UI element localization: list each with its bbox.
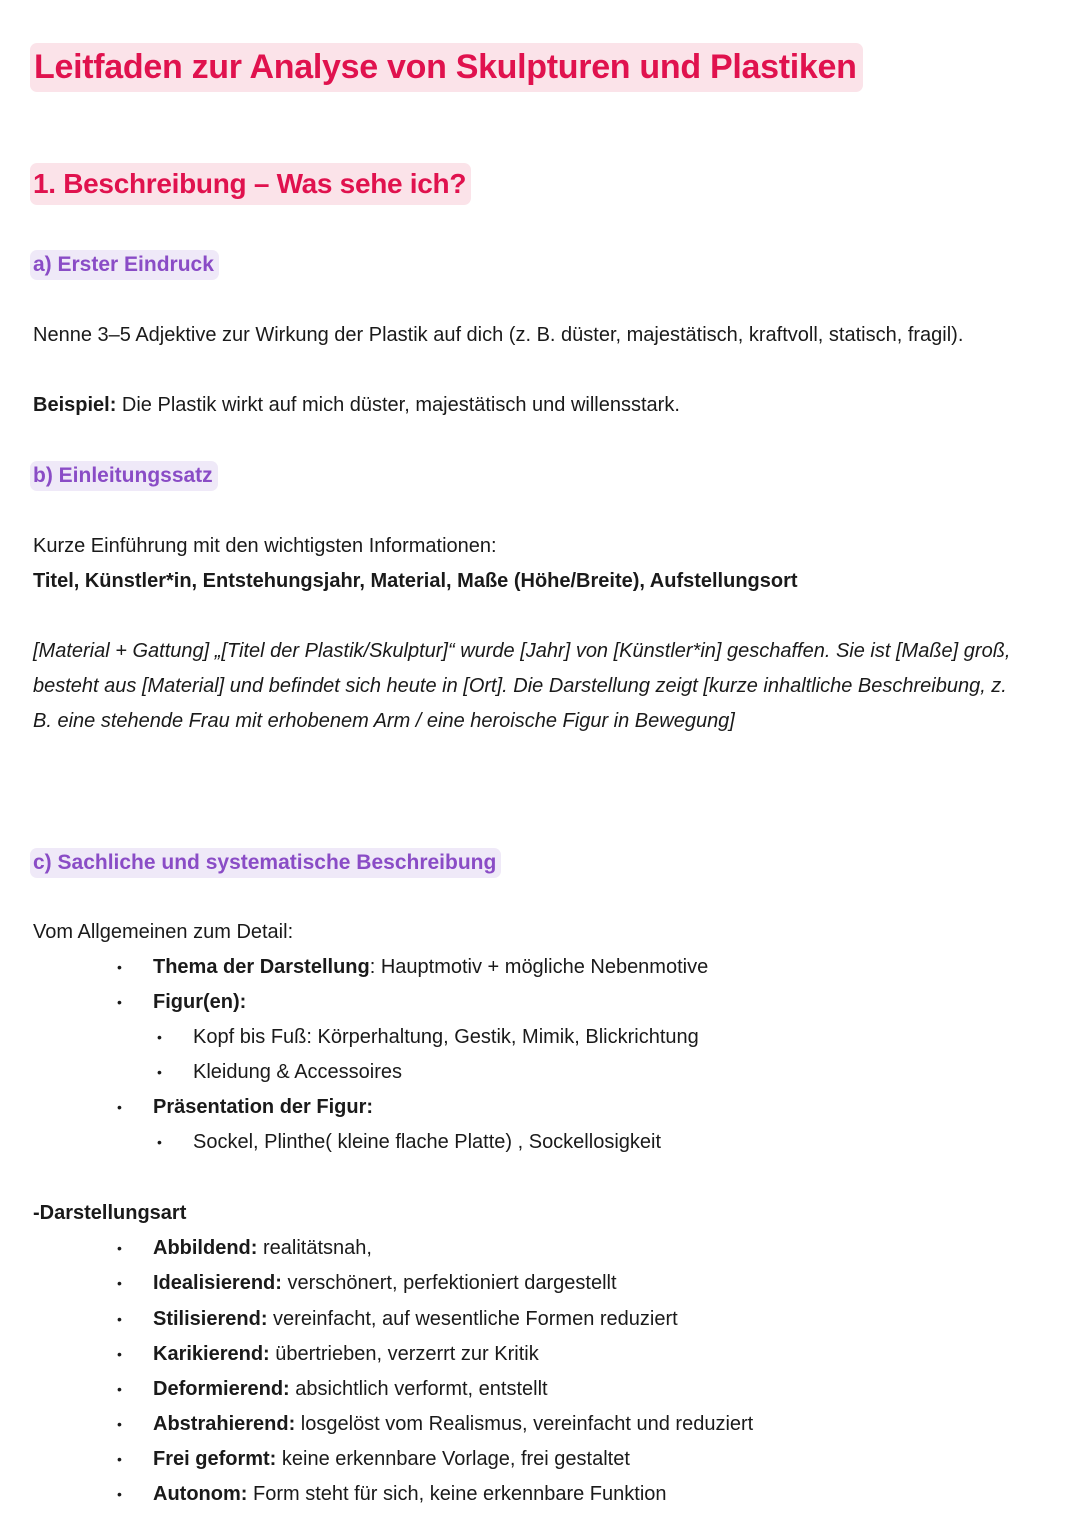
list-item-frei-geformt: • Frei geformt: keine erkennbare Vorlage, frei gestaltet <box>153 1442 630 1477</box>
bullet-icon: • <box>117 1275 122 1291</box>
example-text: Die Plastik wirkt auf mich düster, majestätisch und willensstark. <box>116 394 680 416</box>
bullet-icon: • <box>117 1486 122 1502</box>
einleitung-template: [Material + Gattung] „[Titel der Plastik/Skulptur]“ wurde [Jahr] von [Künstler*in] geschaffen. Sie ist [Maße] groß, besteht aus [Material] und befindet sich heute in [Ort]. Die Darstellung zeigt [kurze inhaltliche Beschreibung, z. B. eine stehende Frau mit erhobenem Arm / eine heroische Figur in Bewegung] <box>33 640 1011 732</box>
page-title: Leitfaden zur Analyse von Skulpturen und Plastiken <box>30 43 863 92</box>
list-item-deformierend: • Deformierend: absichtlich verformt, entstellt <box>153 1372 548 1407</box>
bullet-icon: • <box>157 1134 162 1150</box>
subheading-erster-eindruck: a) Erster Eindruck <box>30 250 219 280</box>
sub-list-item-sockel: • Sockel, Plinthe( kleine flache Platte) , Sockellosigkeit <box>193 1125 661 1160</box>
bullet-icon: • <box>117 959 122 975</box>
darstellungsart-heading: -Darstellungsart <box>33 1202 187 1224</box>
bullet-icon: • <box>157 1029 162 1045</box>
sub-list-item-kopf: • Kopf bis Fuß: Körperhaltung, Gestik, Mimik, Blickrichtung <box>193 1020 699 1055</box>
bullet-icon: • <box>117 1346 122 1362</box>
subheading-sachliche-beschreibung: c) Sachliche und systematische Beschreibung <box>30 848 501 878</box>
einleitung-intro: Kurze Einführung mit den wichtigsten Informationen: <box>33 535 497 557</box>
list-item-abstrahierend: • Abstrahierend: losgelöst vom Realismus, vereinfacht und reduziert <box>153 1407 753 1442</box>
bullet-icon: • <box>117 1240 122 1256</box>
bullet-icon: • <box>117 1099 122 1115</box>
bullet-icon: • <box>117 1451 122 1467</box>
erster-eindruck-text: Nenne 3–5 Adjektive zur Wirkung der Plastik auf dich (z. B. düster, majestätisch, kraftvoll, statisch, fragil). <box>33 324 964 346</box>
section-heading-beschreibung: 1. Beschreibung – Was sehe ich? <box>30 163 471 205</box>
example-label: Beispiel: <box>33 394 117 416</box>
bullet-icon: • <box>157 1064 162 1080</box>
list-item-figuren: • Figur(en): <box>153 985 246 1020</box>
list-item-idealisierend: • Idealisierend: verschönert, perfektioniert dargestellt <box>153 1266 617 1301</box>
einleitung-fields: Titel, Künstler*in, Entstehungsjahr, Material, Maße (Höhe/Breite), Aufstellungsort <box>33 570 798 592</box>
list-item-karikierend: • Karikierend: übertrieben, verzerrt zur Kritik <box>153 1337 539 1372</box>
list-item-abbildend: • Abbildend: realitätsnah, <box>153 1231 372 1266</box>
list-item-stilisierend: • Stilisierend: vereinfacht, auf wesentliche Formen reduziert <box>153 1302 678 1337</box>
sub-list-item-kleidung: • Kleidung & Accessoires <box>193 1055 402 1090</box>
subheading-einleitungssatz: b) Einleitungssatz <box>30 461 218 491</box>
list-item-thema: • Thema der Darstellung: Hauptmotiv + mögliche Nebenmotive <box>153 950 708 985</box>
bullet-icon: • <box>117 1381 122 1397</box>
list-item-praesentation: • Präsentation der Figur: <box>153 1090 373 1125</box>
list-item-autonom: • Autonom: Form steht für sich, keine erkennbare Funktion <box>153 1477 667 1512</box>
bullet-icon: • <box>117 1416 122 1432</box>
example-line <box>33 388 680 423</box>
bullet-icon: • <box>117 1311 122 1327</box>
beschreibung-intro: Vom Allgemeinen zum Detail: <box>33 921 294 943</box>
bullet-icon: • <box>117 994 122 1010</box>
